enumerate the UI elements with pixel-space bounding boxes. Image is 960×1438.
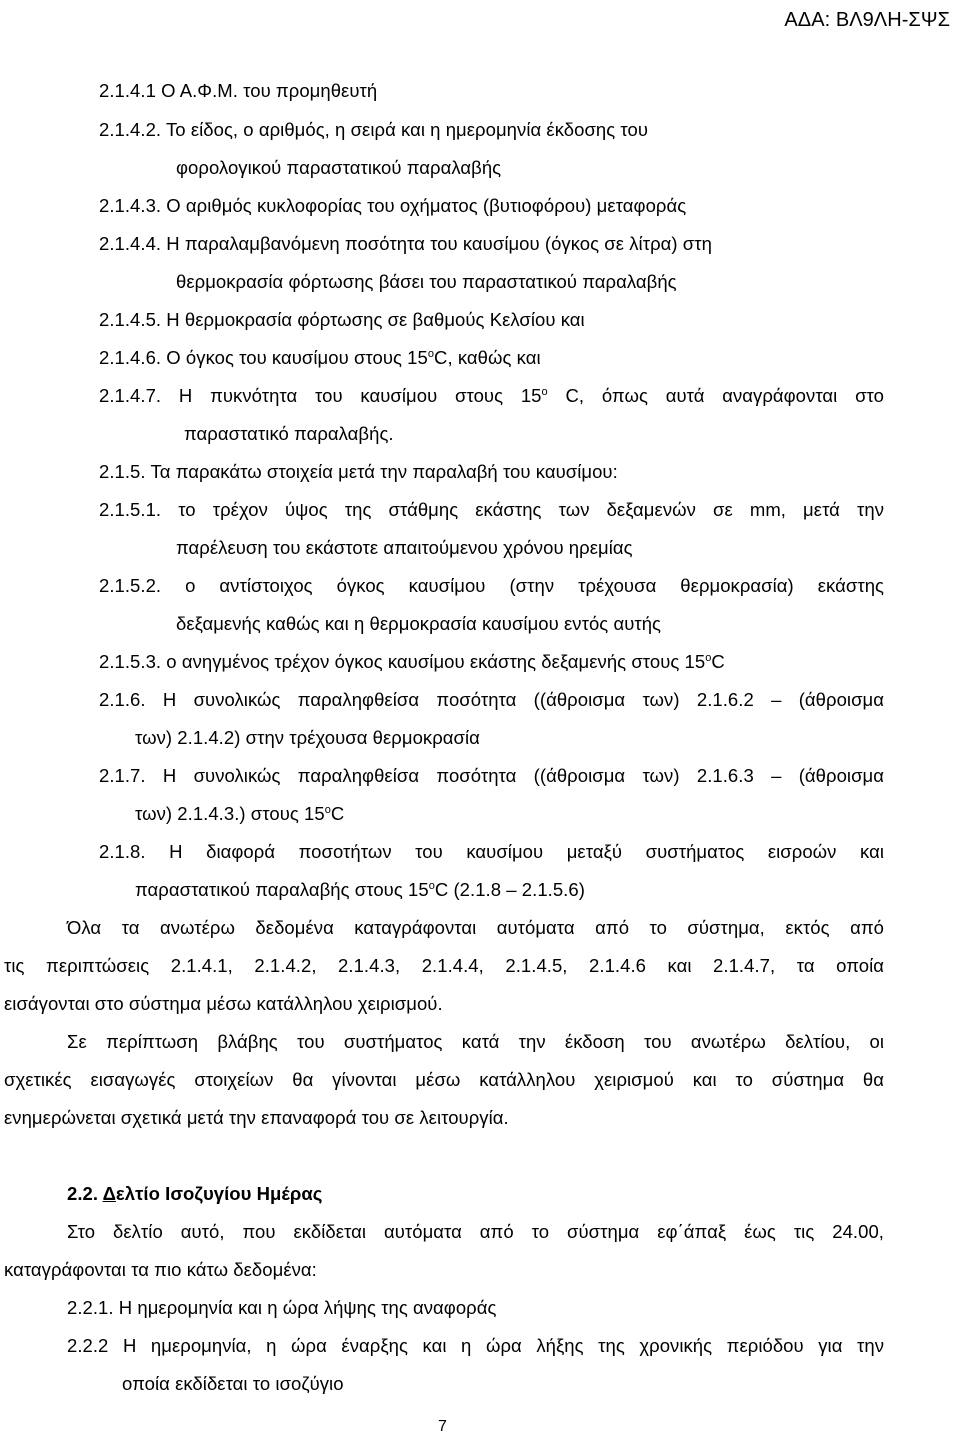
line-2-1-4-4: 2.1.4.4. Η παραλαμβανόμενη ποσότητα του καυσίμου (όγκος σε λίτρα) στη xyxy=(99,233,712,254)
line-2-1-4-1: 2.1.4.1 Ο Α.Φ.Μ. του προμηθευτή xyxy=(99,80,378,101)
para-1-line-1: Όλα τα ανωτέρω δεδομένα καταγράφονται αυτόματα από το σύστημα, εκτός από xyxy=(67,917,884,938)
degree-sup: ο xyxy=(541,386,548,398)
line-2-1-4-7-tail: C, όπως αυτά αναγράφονται στο xyxy=(547,385,884,406)
line-2-1-7: 2.1.7. Η συνολικώς παραληφθείσα ποσότητα ((άθροισμα των) 2.1.6.3 – (άθροισμα xyxy=(99,765,884,786)
line-2-1-4-6-tail: C, καθώς και xyxy=(434,347,541,368)
para-2-line-1: Σε περίπτωση βλάβης του συστήματος κατά την έκδοση του ανωτέρω δελτίου, οι xyxy=(67,1031,884,1052)
line-2-1-4-5: 2.1.4.5. Η θερμοκρασία φόρτωσης σε βαθμούς Κελσίου και xyxy=(99,309,585,330)
section-title-first-letter: Δ xyxy=(102,1183,116,1204)
line-2-1-5-2: 2.1.5.2. ο αντίστοιχος όγκος καυσίμου (στην τρέχουσα θερμοκρασία) εκάστης xyxy=(99,575,884,596)
line-2-1-4-2-cont: φορολογικού παραστατικού παραλαβής xyxy=(176,157,502,178)
para-1-line-3: εισάγονται στο σύστημα μέσω κατάλληλου χειρισμού. xyxy=(4,993,443,1014)
line-2-1-5-1: 2.1.5.1. το τρέχον ύψος της στάθμης εκάστης των δεξαμενών σε mm, μετά την xyxy=(99,499,884,520)
line-2-1-5-3-tail: C xyxy=(711,651,725,672)
section-title xyxy=(103,1183,323,1204)
line-2-1-6: 2.1.6. Η συνολικώς παραληφθείσα ποσότητα ((άθροισμα των) 2.1.6.2 – (άθροισμα xyxy=(99,689,884,710)
line-2-1-5: 2.1.5. Τα παρακάτω στοιχεία μετά την παραλαβή του καυσίμου: xyxy=(99,461,618,482)
section-title-text: ελτίο Ισοζυγίου Ημέρας xyxy=(115,1183,323,1204)
degree-sup: ο xyxy=(428,880,435,892)
para-2-line-3: ενημερώνεται σχετικά μετά την επαναφορά του σε λειτουργία. xyxy=(4,1107,509,1128)
line-2-1-7-cont xyxy=(135,802,344,826)
section-2-2-heading xyxy=(67,1182,322,1206)
degree-sup: ο xyxy=(705,652,712,664)
line-2-1-4-3: 2.1.4.3. Ο αριθμός κυκλοφορίας του οχήματος (βυτιοφόρου) μεταφοράς xyxy=(99,195,687,216)
line-2-1-5-3 xyxy=(99,650,725,674)
degree-sup: ο xyxy=(324,804,331,816)
line-2-2-1: 2.2.1. Η ημερομηνία και η ώρα λήψης της αναφοράς xyxy=(67,1297,497,1318)
line-2-2-2-cont: οποία εκδίδεται το ισοζύγιο xyxy=(122,1373,344,1394)
degree-sup: ο xyxy=(427,348,435,360)
line-2-1-8-cont-text: παραστατικού παραλαβής στους 15 xyxy=(135,879,429,900)
line-2-2-2: 2.2.2 Η ημερομηνία, η ώρα έναρξης και η ώρα λήξης της χρονικής περιόδου για την xyxy=(67,1335,884,1356)
line-2-1-6-cont: των) 2.1.4.2) στην τρέχουσα θερμοκρασία xyxy=(135,727,480,748)
line-2-1-4-7-cont: παραστατικό παραλαβής. xyxy=(184,423,394,444)
line-2-1-5-3-text: 2.1.5.3. ο ανηγμένος τρέχον όγκος καυσίμου εκάστης δεξαμενής στους 15 xyxy=(99,651,706,672)
line-2-1-7-cont-tail: C xyxy=(330,803,345,824)
line-2-1-8-cont-tail: C (2.1.8 – 2.1.5.6) xyxy=(434,879,585,900)
line-2-1-4-2: 2.1.4.2. Το είδος, ο αριθμός, η σειρά και η ημερομηνία έκδοσης του xyxy=(99,119,649,140)
section-2-2-intro-1: Στο δελτίο αυτό, που εκδίδεται αυτόματα από το σύστημα εφ΄άπαξ έως τις 24.00, xyxy=(67,1221,884,1242)
para-1-line-2: τις περιπτώσεις 2.1.4.1, 2.1.4.2, 2.1.4.3, 2.1.4.4, 2.1.4.5, 2.1.4.6 και 2.1.4.7, τα οποία xyxy=(4,955,884,976)
line-2-1-4-6-text: 2.1.4.6. Ο όγκος του καυσίμου στους 15 xyxy=(99,347,428,368)
ada-header: ΑΔΑ: ΒΛ9ΛΗ-ΣΨΣ xyxy=(784,9,950,31)
line-2-1-5-2-cont: δεξαμενής καθώς και η θερμοκρασία καυσίμου εντός αυτής xyxy=(176,613,662,634)
line-2-1-4-7 xyxy=(99,384,884,408)
line-2-1-7-cont-text: των) 2.1.4.3.) στους 15 xyxy=(135,803,325,824)
line-2-1-8-cont xyxy=(135,878,585,902)
line-2-1-4-7-text: 2.1.4.7. Η πυκνότητα του καυσίμου στους 15 xyxy=(99,385,542,406)
line-2-1-8: 2.1.8. Η διαφορά ποσοτήτων του καυσίμου μεταξύ συστήματος εισροών και xyxy=(99,841,884,862)
para-2-line-2: σχετικές εισαγωγές στοιχείων θα γίνονται μέσω κατάλληλου χειρισμού και το σύστημα θα xyxy=(4,1069,884,1090)
section-2-2-intro-2: καταγράφονται τα πιο κάτω δεδομένα: xyxy=(4,1259,317,1280)
line-2-1-4-4-cont: θερμοκρασία φόρτωσης βάσει του παραστατικού παραλαβής xyxy=(176,271,677,292)
line-2-1-4-6 xyxy=(99,346,541,370)
section-number: 2.2. xyxy=(67,1183,103,1204)
page-number: 7 xyxy=(438,1418,447,1435)
line-2-1-5-1-cont: παρέλευση του εκάστοτε απαιτούμενου χρόνου ηρεμίας xyxy=(176,537,633,558)
